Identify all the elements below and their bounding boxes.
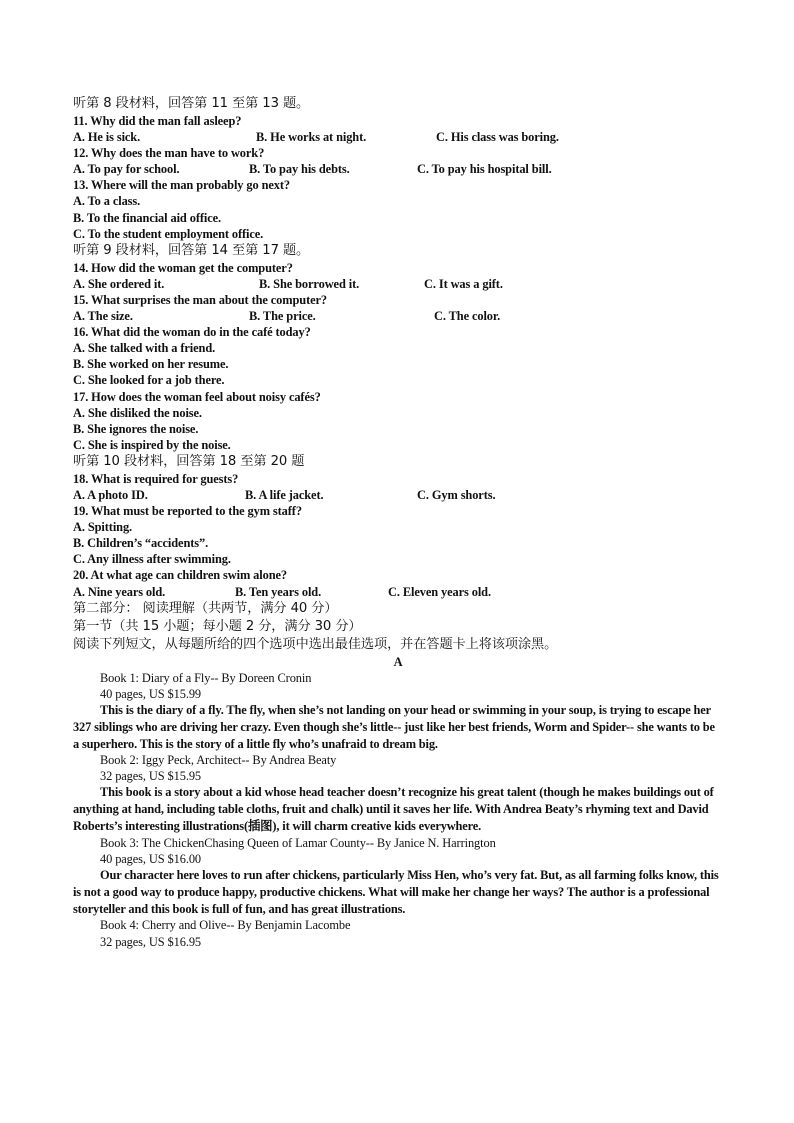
option-c: C. Eleven years old.: [388, 584, 491, 599]
option-a: A. She ordered it.: [73, 276, 165, 291]
option-c: C. Gym shorts.: [417, 487, 496, 502]
question-11: 11. Why did the man fall asleep?: [73, 114, 242, 128]
question-15-options: [73, 308, 723, 324]
option-b: B. The price.: [249, 309, 316, 324]
section-10-header: 听第 10 段材料，回答第 18 至第 20 题: [73, 453, 305, 469]
question-20: 20. At what age can children swim alone?: [73, 568, 287, 583]
option-b: B. Children’s “accidents”.: [73, 536, 209, 551]
question-18: 18. What is required for guests?: [73, 471, 239, 486]
option-a: A. He is sick.: [73, 130, 141, 145]
option-a: A. To a class.: [73, 194, 141, 209]
option-c: C. She looked for a job there.: [73, 373, 225, 388]
book-1-description: This is the diary of a fly. The fly, when she’s not landing on your head or swimming in your soup, is trying to escape her 327 siblings who are driving her crazy. Even though she’s little-- just like her best friends, Worm and Spider-- she wants to be a superhero. This is the story of a little fly who’s unafraid to dream big.: [73, 702, 715, 751]
section-8-header: 听第 8 段材料，回答第 11 至第 13 题。: [73, 96, 310, 111]
question-20-options: [73, 584, 723, 600]
question-11-options: [73, 129, 723, 145]
option-b: B. A life jacket.: [245, 487, 324, 502]
book-2-description: This book is a story about a kid whose head teacher doesn’t recognize his great talent (though he makes buildings out of anything at hand, including table cloths, fruit and chalk) until it saves her life. With Andrea Beaty’s rhyming text and David Roberts’s interesting illustrations(插图), it will charm creative kids everywhere.: [73, 785, 714, 834]
question-17: 17. How does the woman feel about noisy cafés?: [73, 389, 321, 404]
question-18-options: [73, 487, 723, 503]
option-b: B. She worked on her resume.: [73, 357, 229, 372]
book-4-title: Book 4: Cherry and Olive-- By Benjamin Lacombe: [100, 918, 351, 933]
question-15: 15. What surprises the man about the computer?: [73, 292, 328, 307]
question-13: 13. Where will the man probably go next?: [73, 178, 290, 193]
book-1-title: Book 1: Diary of a Fly-- By Doreen Cronin: [100, 670, 312, 685]
option-c: C. The color.: [434, 309, 501, 324]
option-c: C. She is inspired by the noise.: [73, 437, 231, 452]
page-content: [73, 95, 723, 950]
option-c: C. To the student employment office.: [73, 226, 264, 241]
section-9-header: 听第 9 段材料，回答第 14 至第 17 题。: [73, 242, 310, 258]
question-12-options: [73, 161, 723, 177]
book-3-description: Our character here loves to run after chickens, particularly Miss Hen, who’s very fat. But, as all farming folks know, this is not a good way to produce happy, productive chickens. What will make her change her ways? The author is a professional storyteller and this book is full of fun, and has great illustrations.: [73, 868, 719, 916]
part-2-section-1: 第一节（共 15 小题；每小题 2 分，满分 30 分）: [73, 618, 362, 634]
option-a: A. To pay for school.: [73, 162, 180, 177]
option-b: B. To pay his debts.: [249, 162, 350, 177]
option-a: A. She talked with a friend.: [73, 341, 216, 356]
option-b: B. To the financial aid office.: [73, 210, 222, 225]
question-16: 16. What did the woman do in the café today?: [73, 325, 311, 340]
option-a: A. She disliked the noise.: [73, 405, 202, 420]
book-2-title: Book 2: Iggy Peck, Architect-- By Andrea Beaty: [100, 753, 337, 768]
passage-label: A: [393, 654, 403, 669]
part-2-instruction: 阅读下列短文，从每题所给的四个选项中选出最佳选项，并在答题卡上将该项涂黑。: [73, 636, 558, 652]
option-c: C. Any illness after swimming.: [73, 552, 231, 567]
question-14: 14. How did the woman get the computer?: [73, 260, 293, 275]
book-3-title: Book 3: The ChickenChasing Queen of Lamar County-- By Janice N. Harrington: [100, 835, 496, 850]
question-12: 12. Why does the man have to work?: [73, 146, 265, 161]
book-4-meta: 32 pages, US $16.95: [100, 934, 202, 949]
book-1-meta: 40 pages, US $15.99: [100, 686, 202, 701]
option-a: A. A photo ID.: [73, 487, 148, 502]
book-2-meta: 32 pages, US $15.95: [100, 769, 202, 784]
option-c: C. It was a gift.: [424, 276, 503, 291]
option-c: C. To pay his hospital bill.: [417, 162, 552, 177]
part-2-title: 第二部分： 阅读理解（共两节，满分 40 分）: [73, 600, 338, 616]
option-b: B. Ten years old.: [235, 584, 322, 599]
option-a: A. The size.: [73, 309, 133, 324]
question-19: 19. What must be reported to the gym staff?: [73, 504, 302, 519]
option-b: B. She borrowed it.: [259, 276, 360, 291]
option-a: A. Spitting.: [73, 520, 133, 535]
book-3-meta: 40 pages, US $16.00: [100, 851, 202, 866]
option-b: B. She ignores the noise.: [73, 421, 199, 436]
option-a: A. Nine years old.: [73, 584, 166, 599]
question-14-options: [73, 276, 723, 292]
option-c: C. His class was boring.: [436, 130, 559, 145]
option-b: B. He works at night.: [256, 130, 367, 145]
